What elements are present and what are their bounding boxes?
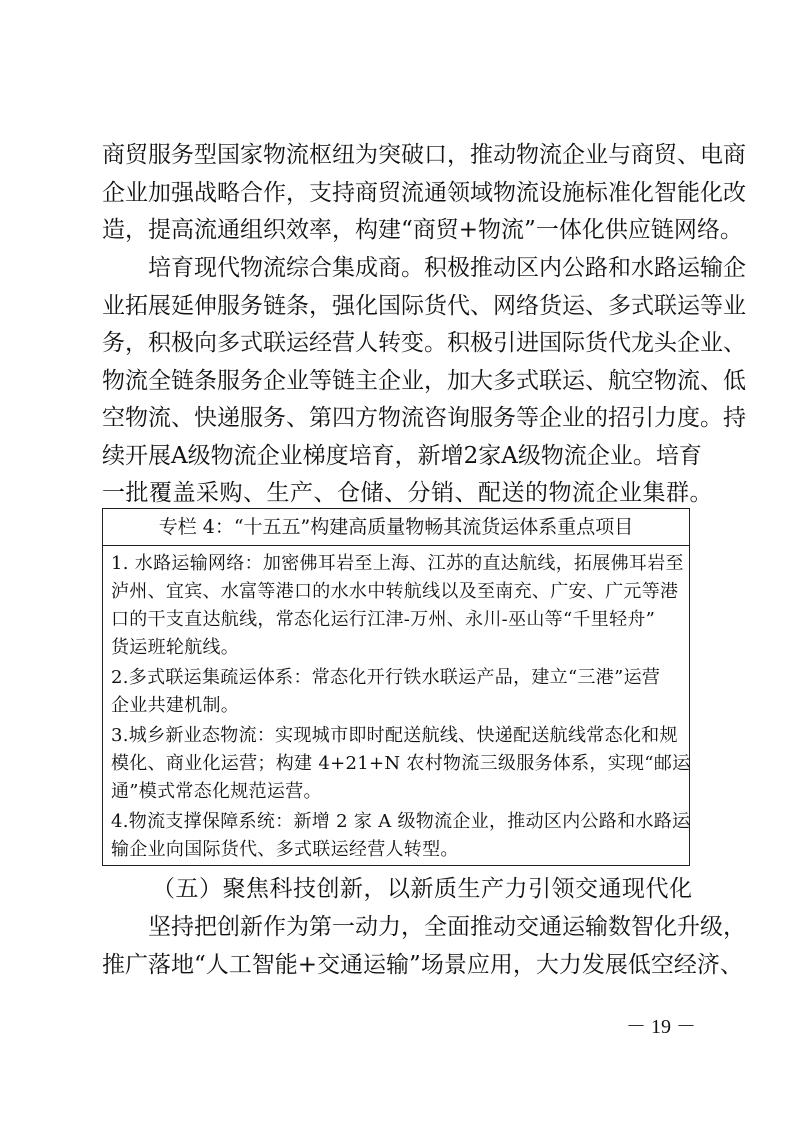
box-line-7: 3.城乡新业态物流：实现城市即时配送航线、快递配送航线常态化和规 <box>111 725 678 746</box>
page-number: － 19 － <box>626 1016 696 1038</box>
paragraph-3-line-1: 坚 持 把 创 新 作 为 第 一 动 力 ， 全 面 推 动 交 通 运 输 数 智 化 升 级 ， <box>148 914 746 940</box>
paragraph-2-line-1: 培 育 现 代 物 流 综 合 集 成 商 。 积 极 推 动 区 内 公 路 和 水 路 运 输 企 <box>148 255 746 281</box>
box-line-10: 4.物流支撑保障系统：新增 2 家 A 级物流企业，推动区内公路和水路运 <box>111 811 691 832</box>
paragraph-2-line-5: 空 物 流 、 快 递 服 务 、 第 四 方 物 流 咨 询 服 务 等 企 业 的 招 引 力 度 。 持 <box>102 405 746 431</box>
box-line-1: 1. 水路运输网络：加密佛耳岩至上海、江苏的直达航线，拓展佛耳岩至 <box>111 553 684 574</box>
paragraph-3-line-2: 推 广 落 地 “ 人 工 智 能 + 交 通 运 输 ” 场 景 应 用 ， 大 力 发 展 低 空 经 济 、 <box>102 952 743 978</box>
special-column-box <box>102 508 690 866</box>
box-line-9: 通”模式常态化规范运营。 <box>111 781 322 802</box>
paragraph-1-line-3: 造 ， 提 高 流 通 组 织 效 率 ， 构 建 “ 商 贸 + 物 流 ” 一 体 化 供 应 链 网 络 。 <box>102 217 743 243</box>
box-line-5: 2.多式联运集疏运体系：常态化开行铁水联运产品，建立“三港”运营 <box>111 667 661 688</box>
box-line-3: 口的干支直达航线，常态化运行江津-万州、永川-巫山等“千里轻舟” <box>111 609 656 630</box>
box-line-2: 泸州、宜宾、水富等港口的水水中转航线以及至南充、广安、广元等港 <box>111 581 679 602</box>
paragraph-1-line-2: 企 业 加 强 战 略 合 作 ， 支 持 商 贸 流 通 领 域 物 流 设 施 标 准 化 智 能 化 改 <box>102 180 746 206</box>
paragraph-2-line-6: 续 开 展 A 级 物 流 企 业 梯 度 培 育 ， 新 增 2 家 A 级 物 流 企 业 。 培 育 <box>102 443 702 469</box>
box-line-6: 企业共建机制。 <box>111 695 240 716</box>
paragraph-2-line-4: 物 流 全 链 条 服 务 企 业 等 链 主 企 业 ， 加 大 多 式 联 运 、 航 空 物 流 、 低 <box>102 368 746 394</box>
paragraph-1-line-1: 商 贸 服 务 型 国 家 物 流 枢 纽 为 突 破 口 ， 推 动 物 流 企 业 与 商 贸 、 电 商 <box>102 142 746 168</box>
paragraph-2-line-3: 务 ， 积 极 向 多 式 联 运 经 营 人 转 变 。 积 极 引 进 国 际 货 代 龙 头 企 业 、 <box>102 330 746 356</box>
special-column-title: 专栏 4：“十五五”构建高质量物畅其流货运体系重点项目 <box>103 509 689 546</box>
section-heading: （五）聚焦科技创新，以新质生产力引领交通现代化 <box>152 876 693 902</box>
paragraph-2-line-7: 一批覆盖采购、生产、仓储、分销、配送的物流企业集群。 <box>102 480 713 506</box>
box-line-8: 模化、商业化运营；构建 4+21+N 农村物流三级服务体系，实现“邮运 <box>111 753 691 774</box>
paragraph-2-line-2: 业 拓 展 延 伸 服 务 链 条 ， 强 化 国 际 货 代 、 网 络 货 运 、 多 式 联 运 等 业 <box>102 293 746 319</box>
box-line-11: 输企业向国际货代、多式联运经营人转型。 <box>111 839 459 860</box>
box-line-4: 货运班轮航线。 <box>111 637 240 658</box>
